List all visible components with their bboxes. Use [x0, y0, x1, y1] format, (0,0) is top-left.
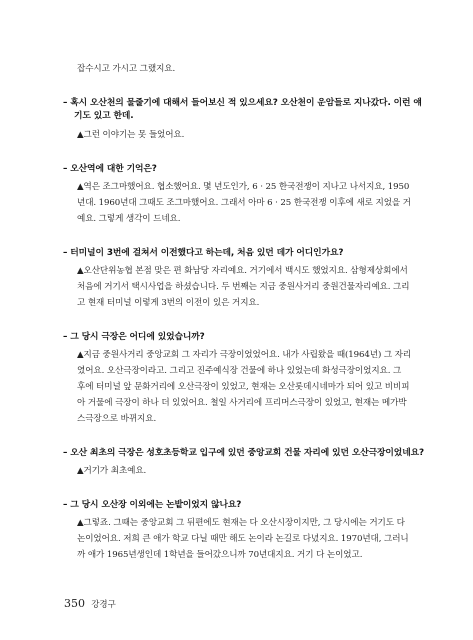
- answer-line: ▲그런 이야기는 못 들었어요.: [77, 130, 185, 140]
- question-line: – 오산 최초의 극장은 성호초등학교 입구에 있던 중앙교회 건물 자리에 있던 오산극장이었네요?: [63, 448, 425, 458]
- answer-line: 잡수시고 가시고 그랬지요.: [77, 64, 176, 74]
- question-line: 기도 있고 한데.: [74, 111, 134, 121]
- page-number: 350: [64, 597, 85, 610]
- answer-line: ▲그렇죠. 그때는 중앙교회 그 뒤편에도 현재는 다 오산시장이지만, 그 당시에는 거기도 다: [77, 518, 405, 528]
- answer-line: 년대. 1960년대 그때도 조그마했어요. 그래서 아마 6 · 25 한국전쟁 이후에 새로 지었을 거: [77, 198, 411, 208]
- question-line: – 그 당시 오산장 이외에는 논밭이었지 않나요?: [63, 500, 242, 510]
- interviewee-name: 강경구: [91, 600, 116, 610]
- answer-line: 후에 터미널 앞 문화거리에 오산극장이 있었고, 현재는 오산롯데시네마가 되어 있고 비비피: [77, 382, 410, 392]
- question-line: – 혹시 오산천의 물줄기에 대해서 들어보신 적 있으세요? 오산천이 운암들로 지나갔다. 이런 얘: [63, 98, 422, 108]
- answer-line: 고 현재 터미널 이렇게 3번의 이전이 있은 거지요.: [77, 298, 260, 308]
- answer-line: 예요. 그렇게 생각이 드네요.: [77, 214, 181, 224]
- answer-line: 논이었어요. 저희 큰 애가 학교 다닐 때만 해도 논이라 논길로 다녔지요. 1970년대, 그러니: [77, 534, 409, 544]
- answer-line: ▲오산단위농협 본점 맞은 편 화남당 자리예요. 거기에서 백시도 했었지요. 삼형제상회에서: [77, 266, 408, 276]
- question-line: – 터미널이 3번에 걸쳐서 이전했다고 하는데, 처음 있던 데가 어디인가요?: [63, 248, 344, 258]
- answer-line: 처음에 거기서 택시사업을 하셨습니다. 두 번째는 지금 중원사거리 중원건물자리예요. 그리: [77, 282, 410, 292]
- answer-line: ▲역은 조그마했어요. 협소했어요. 몇 년도인가, 6 · 25 한국전쟁이 지나고 나서지요, 1950: [77, 182, 410, 192]
- answer-line: ▲지금 중원사거리 중앙교회 그 자리가 극장이었었어요. 내가 사립왔을 때(1964년) 그 자리: [77, 350, 412, 360]
- question-line: – 그 당시 극장은 어디에 있었습니까?: [63, 332, 205, 342]
- answer-line: 까 애가 1965년생인데 1학년을 들어갔으니까 70년대지요. 거기 다 논이었고.: [77, 550, 363, 560]
- answer-line: 스극장으로 바뀌지요.: [77, 414, 157, 424]
- answer-line: 아 거물에 극장이 하나 더 있었어요. 철일 사거리에 프리머스극장이 있었고, 현재는 메가박: [77, 398, 407, 408]
- answer-line: 였어요. 오산극장이라고. 그리고 진주예식장 건물에 하나 있었는데 화성극장이었지요. 그: [77, 366, 402, 376]
- page-footer: [64, 597, 116, 610]
- question-line: – 오산역에 대한 기억은?: [63, 164, 157, 174]
- answer-line: ▲거기가 최초예요.: [77, 466, 147, 476]
